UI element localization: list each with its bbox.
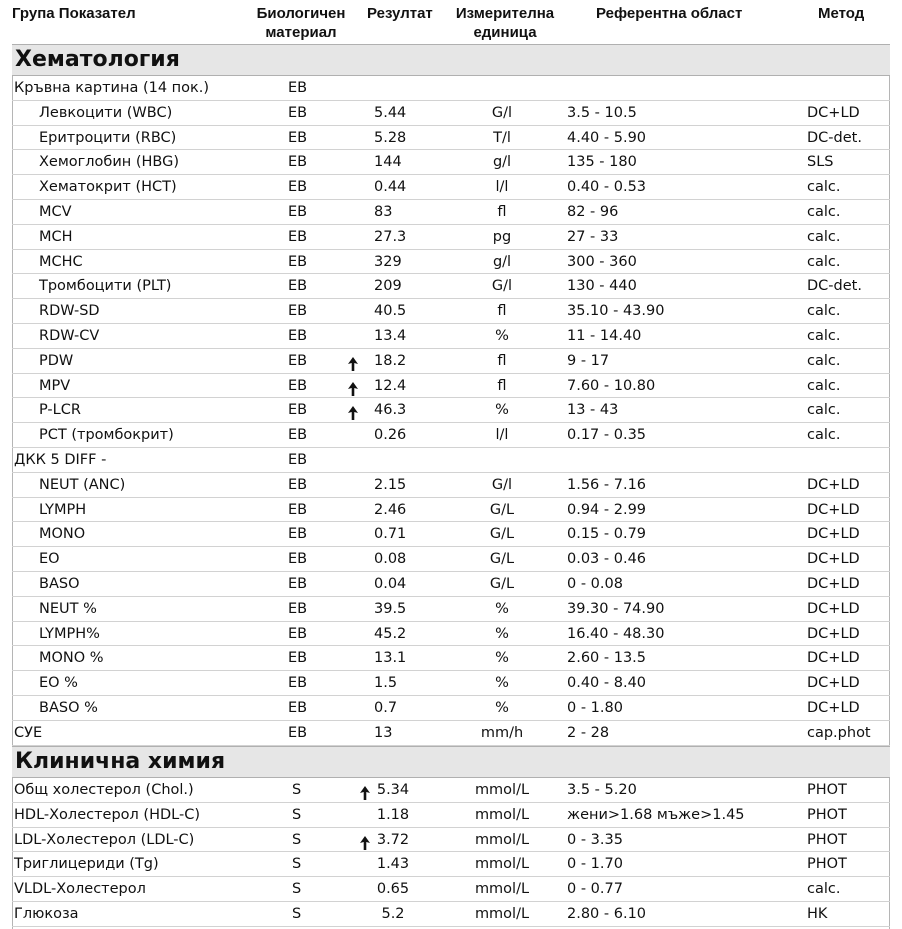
result-value: 27.3 bbox=[374, 228, 407, 245]
result-value: 45.2 bbox=[374, 625, 407, 642]
unit: mmol/L bbox=[474, 806, 530, 823]
reference-range: 2 - 28 bbox=[567, 724, 610, 741]
test-name: Хемоглобин (HBG) bbox=[39, 154, 180, 171]
method: DC+LD bbox=[807, 650, 860, 667]
table-row bbox=[12, 828, 890, 853]
col-header-material-line1: Биологичен bbox=[256, 5, 346, 22]
reference-range: 82 - 96 bbox=[567, 203, 619, 220]
material: EB bbox=[288, 650, 308, 667]
result-value: 2.46 bbox=[374, 501, 407, 518]
method: calc. bbox=[807, 881, 841, 898]
test-name: Триглицериди (Tg) bbox=[14, 856, 159, 873]
reference-range: 2.60 - 13.5 bbox=[567, 650, 647, 667]
table-row bbox=[12, 721, 890, 746]
col-header-method: Метод bbox=[818, 5, 865, 22]
method: calc. bbox=[807, 303, 841, 320]
high-flag-arrow-icon bbox=[360, 834, 370, 848]
test-name: Глюкоза bbox=[14, 905, 79, 922]
method: DC-det. bbox=[807, 278, 862, 295]
unit: mmol/L bbox=[474, 831, 530, 848]
col-header-material bbox=[247, 4, 355, 42]
result-value: 12.4 bbox=[374, 377, 407, 394]
material: EB bbox=[288, 129, 308, 146]
table-row bbox=[12, 250, 890, 275]
high-flag-arrow-icon bbox=[348, 355, 358, 369]
test-name: Общ холестерол (Chol.) bbox=[14, 782, 194, 798]
unit: mmol/L bbox=[474, 856, 530, 873]
reference-range: 0.40 - 8.40 bbox=[567, 675, 647, 692]
material: EB bbox=[288, 427, 308, 444]
material: EB bbox=[288, 104, 308, 121]
table-row bbox=[12, 696, 890, 721]
table-row bbox=[12, 175, 890, 200]
material: EB bbox=[288, 600, 308, 617]
material: EB bbox=[288, 402, 308, 419]
table-row bbox=[12, 646, 890, 671]
unit: G/l bbox=[491, 476, 513, 493]
material: S bbox=[292, 782, 302, 798]
reference-range: 0.94 - 2.99 bbox=[567, 501, 647, 518]
material: EB bbox=[288, 228, 308, 245]
hematology-rows bbox=[12, 76, 890, 746]
table-row bbox=[12, 852, 890, 877]
reference-range: 0 - 0.77 bbox=[567, 881, 623, 898]
test-name: Тромбоцити (PLT) bbox=[39, 278, 172, 295]
material: EB bbox=[288, 154, 308, 171]
material: EB bbox=[288, 377, 308, 394]
reference-range: 0 - 3.35 bbox=[567, 831, 623, 848]
material: EB bbox=[288, 501, 308, 518]
test-name: BASO % bbox=[39, 699, 98, 716]
unit: T/l bbox=[493, 129, 511, 146]
unit: pg bbox=[492, 228, 512, 245]
method: calc. bbox=[807, 203, 841, 220]
unit: % bbox=[495, 625, 509, 642]
unit: G/L bbox=[489, 526, 515, 543]
result-value: 39.5 bbox=[374, 600, 407, 617]
unit: mmol/L bbox=[474, 905, 530, 922]
material: EB bbox=[288, 303, 308, 320]
unit: fl bbox=[497, 303, 507, 320]
result-value: 1.18 bbox=[376, 806, 410, 823]
material: S bbox=[292, 806, 302, 823]
reference-range: 130 - 440 bbox=[567, 278, 637, 295]
test-name: ДКК 5 DIFF - bbox=[14, 451, 107, 468]
col-header-material-line2: материал bbox=[265, 24, 337, 41]
material: EB bbox=[288, 575, 308, 592]
material: EB bbox=[288, 699, 308, 716]
result-value: 1.43 bbox=[376, 856, 410, 873]
reference-range: 0.03 - 0.46 bbox=[567, 551, 647, 568]
test-name: NEUT % bbox=[39, 600, 97, 617]
table-row bbox=[12, 423, 890, 448]
test-name: HDL-Холестерол (HDL-C) bbox=[14, 806, 200, 823]
table-row bbox=[12, 473, 890, 498]
test-name: MCHC bbox=[39, 253, 83, 270]
method: calc. bbox=[807, 427, 841, 444]
result-value: 1.5 bbox=[374, 675, 398, 692]
test-name: MPV bbox=[39, 377, 71, 394]
reference-range: 16.40 - 48.30 bbox=[567, 625, 665, 642]
table-row bbox=[12, 622, 890, 647]
reference-range: 2.80 - 6.10 bbox=[567, 905, 647, 922]
col-header-unit bbox=[446, 4, 564, 42]
result-value: 0.26 bbox=[374, 427, 407, 444]
reference-range: 0 - 1.70 bbox=[567, 856, 623, 873]
method: cap.phot bbox=[807, 724, 871, 741]
result-value: 0.65 bbox=[376, 881, 410, 898]
table-row bbox=[12, 299, 890, 324]
test-name: MONO bbox=[39, 526, 86, 543]
col-header-group: Група Показател bbox=[12, 5, 136, 22]
material: EB bbox=[288, 451, 308, 468]
test-name: LYMPH% bbox=[39, 625, 100, 642]
unit: fl bbox=[497, 203, 507, 220]
table-row bbox=[12, 671, 890, 696]
table-row bbox=[12, 274, 890, 299]
reference-range: 7.60 - 10.80 bbox=[567, 377, 656, 394]
method: DC+LD bbox=[807, 675, 860, 692]
test-name: MCV bbox=[39, 203, 72, 220]
test-name: Хематокрит (HCT) bbox=[39, 179, 177, 196]
unit: G/L bbox=[489, 501, 515, 518]
unit: fl bbox=[497, 377, 507, 394]
method: calc. bbox=[807, 228, 841, 245]
test-name: MONO % bbox=[39, 650, 104, 667]
material: EB bbox=[288, 203, 308, 220]
table-row bbox=[12, 877, 890, 902]
test-name: Кръвна картина (14 пок.) bbox=[14, 80, 210, 96]
unit: % bbox=[495, 675, 509, 692]
result-value: 46.3 bbox=[374, 402, 407, 419]
test-name: BASO bbox=[39, 575, 80, 592]
reference-range: 13 - 43 bbox=[567, 402, 619, 419]
unit: G/l bbox=[491, 104, 513, 121]
reference-range: 135 - 180 bbox=[567, 154, 637, 171]
test-name: P-LCR bbox=[39, 402, 81, 419]
table-row bbox=[12, 547, 890, 572]
unit: l/l bbox=[495, 427, 509, 444]
reference-range: 11 - 14.40 bbox=[567, 327, 642, 344]
test-name: NEUT (ANC) bbox=[39, 476, 126, 493]
table-row bbox=[12, 902, 890, 927]
material: EB bbox=[288, 179, 308, 196]
table-row bbox=[12, 324, 890, 349]
result-value: 83 bbox=[374, 203, 393, 220]
reference-range: 1.56 - 7.16 bbox=[567, 476, 647, 493]
result-value: 13.1 bbox=[374, 650, 407, 667]
result-value: 18.2 bbox=[374, 352, 407, 369]
test-name: PDW bbox=[39, 352, 74, 369]
table-header bbox=[0, 0, 902, 44]
method: DC+LD bbox=[807, 625, 860, 642]
unit: mmol/L bbox=[474, 782, 530, 798]
method: calc. bbox=[807, 253, 841, 270]
method: DC-det. bbox=[807, 129, 862, 146]
table-row bbox=[12, 498, 890, 523]
table-row bbox=[12, 349, 890, 374]
method: SLS bbox=[807, 154, 834, 171]
method: calc. bbox=[807, 327, 841, 344]
unit: G/l bbox=[491, 278, 513, 295]
high-flag-arrow-icon bbox=[348, 380, 358, 394]
test-name: Еритроцити (RBC) bbox=[39, 129, 177, 146]
result-value: 209 bbox=[374, 278, 402, 295]
method: DC+LD bbox=[807, 526, 860, 543]
test-name: PCT (тромбокрит) bbox=[39, 427, 174, 444]
method: calc. bbox=[807, 377, 841, 394]
result-value: 13 bbox=[374, 724, 393, 741]
method: DC+LD bbox=[807, 476, 860, 493]
material: EB bbox=[288, 352, 308, 369]
result-value: 2.15 bbox=[374, 476, 407, 493]
result-value: 5.2 bbox=[381, 905, 405, 922]
chemistry-rows bbox=[12, 778, 890, 927]
test-name: VLDL-Холестерол bbox=[14, 881, 146, 898]
method: calc. bbox=[807, 179, 841, 196]
col-header-unit-line2: единица bbox=[473, 24, 537, 41]
reference-range: 0 - 1.80 bbox=[567, 699, 623, 716]
table-row bbox=[12, 572, 890, 597]
unit: % bbox=[495, 699, 509, 716]
result-value: 0.44 bbox=[374, 179, 407, 196]
material: EB bbox=[288, 253, 308, 270]
col-header-reference: Референтна област bbox=[596, 5, 743, 22]
section-title-chemistry: Клинична химия bbox=[12, 746, 890, 778]
result-value: 0.7 bbox=[374, 699, 398, 716]
result-value: 144 bbox=[374, 154, 402, 171]
col-header-result: Резултат bbox=[367, 5, 433, 22]
table-row bbox=[12, 803, 890, 828]
reference-range: 27 - 33 bbox=[567, 228, 619, 245]
unit: % bbox=[495, 402, 509, 419]
unit: mmol/L bbox=[474, 881, 530, 898]
material: EB bbox=[288, 278, 308, 295]
result-value: 3.72 bbox=[376, 831, 410, 848]
material: S bbox=[292, 881, 302, 898]
test-name: LDL-Холестерол (LDL-C) bbox=[14, 831, 195, 848]
table-row bbox=[12, 200, 890, 225]
result-value: 0.04 bbox=[374, 575, 407, 592]
unit: g/l bbox=[492, 253, 512, 270]
col-header-unit-line1: Измерителна bbox=[455, 5, 555, 22]
test-name: Левкоцити (WBC) bbox=[39, 104, 173, 121]
reference-range: 0.15 - 0.79 bbox=[567, 526, 647, 543]
table-row bbox=[12, 398, 890, 423]
material: S bbox=[292, 905, 302, 922]
table-row bbox=[12, 76, 890, 101]
test-name: RDW-CV bbox=[39, 327, 100, 344]
unit: % bbox=[495, 600, 509, 617]
test-name: EO % bbox=[39, 675, 78, 692]
test-name: MCH bbox=[39, 228, 73, 245]
method: DC+LD bbox=[807, 551, 860, 568]
method: PHOT bbox=[807, 806, 847, 823]
result-value: 40.5 bbox=[374, 303, 407, 320]
reference-range: 0.40 - 0.53 bbox=[567, 179, 647, 196]
table-row bbox=[12, 448, 890, 473]
method: DC+LD bbox=[807, 600, 860, 617]
material: EB bbox=[288, 80, 308, 96]
reference-range: 4.40 - 5.90 bbox=[567, 129, 647, 146]
result-value: 0.71 bbox=[374, 526, 407, 543]
method: DC+LD bbox=[807, 575, 860, 592]
test-name: RDW-SD bbox=[39, 303, 100, 320]
reference-range: 39.30 - 74.90 bbox=[567, 600, 665, 617]
result-value: 0.08 bbox=[374, 551, 407, 568]
unit: G/L bbox=[489, 551, 515, 568]
unit: l/l bbox=[495, 179, 509, 196]
material: EB bbox=[288, 551, 308, 568]
method: DC+LD bbox=[807, 104, 860, 121]
reference-range: 0 - 0.08 bbox=[567, 575, 623, 592]
material: S bbox=[292, 831, 302, 848]
reference-range: жени>1.68 мъже>1.45 bbox=[567, 806, 745, 823]
table-row bbox=[12, 225, 890, 250]
unit: % bbox=[495, 327, 509, 344]
table-row bbox=[12, 150, 890, 175]
material: S bbox=[292, 856, 302, 873]
unit: g/l bbox=[492, 154, 512, 171]
section-title-hematology: Хематология bbox=[12, 44, 890, 76]
reference-range: 300 - 360 bbox=[567, 253, 637, 270]
material: EB bbox=[288, 675, 308, 692]
reference-range: 9 - 17 bbox=[567, 352, 610, 369]
method: DC+LD bbox=[807, 501, 860, 518]
unit: % bbox=[495, 650, 509, 667]
result-value: 329 bbox=[374, 253, 402, 270]
table-row bbox=[12, 778, 890, 803]
test-name: EO bbox=[39, 551, 60, 568]
method: calc. bbox=[807, 352, 841, 369]
high-flag-arrow-icon bbox=[348, 404, 358, 418]
method: PHOT bbox=[807, 856, 847, 873]
method: DC+LD bbox=[807, 699, 860, 716]
method: PHOT bbox=[807, 782, 847, 798]
test-name: LYMPH bbox=[39, 501, 87, 518]
table-row bbox=[12, 597, 890, 622]
result-value: 5.34 bbox=[376, 782, 410, 798]
table-row bbox=[12, 101, 890, 126]
test-name: СУЕ bbox=[14, 724, 43, 741]
reference-range: 3.5 - 5.20 bbox=[567, 782, 637, 798]
reference-range: 3.5 - 10.5 bbox=[567, 104, 637, 121]
material: EB bbox=[288, 327, 308, 344]
result-value: 5.28 bbox=[374, 129, 407, 146]
material: EB bbox=[288, 625, 308, 642]
reference-range: 35.10 - 43.90 bbox=[567, 303, 665, 320]
material: EB bbox=[288, 476, 308, 493]
result-value: 5.44 bbox=[374, 104, 407, 121]
reference-range: 0.17 - 0.35 bbox=[567, 427, 647, 444]
table-row bbox=[12, 374, 890, 399]
method: calc. bbox=[807, 402, 841, 419]
material: EB bbox=[288, 724, 308, 741]
unit: G/L bbox=[489, 575, 515, 592]
result-value: 13.4 bbox=[374, 327, 407, 344]
material: EB bbox=[288, 526, 308, 543]
method: HK bbox=[807, 905, 828, 922]
table-row bbox=[12, 522, 890, 547]
high-flag-arrow-icon bbox=[360, 784, 370, 798]
unit: mm/h bbox=[480, 724, 524, 741]
table-row bbox=[12, 126, 890, 151]
method: PHOT bbox=[807, 831, 847, 848]
unit: fl bbox=[497, 352, 507, 369]
